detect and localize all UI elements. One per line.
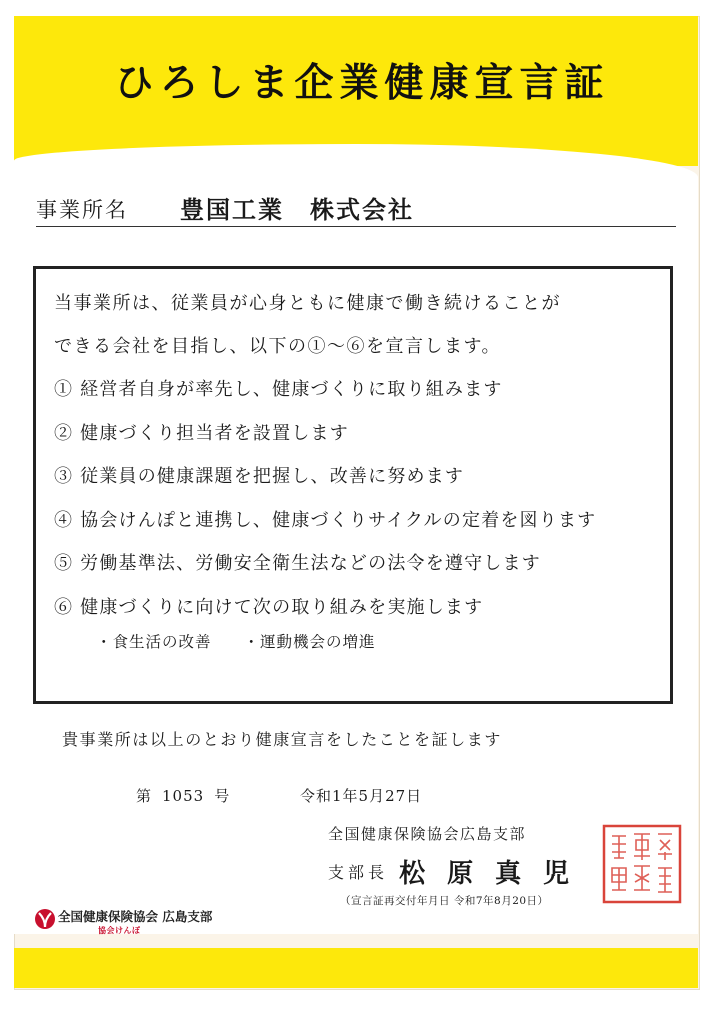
reissue-note: （宣言証再交付年月日 令和7年8月20日）: [340, 895, 549, 907]
declaration-item: ④ 協会けんぽと連携し、健康づくりサイクルの定着を図ります: [54, 509, 597, 531]
sub-item: ・運動機会の増進: [243, 633, 376, 651]
sub-items: [96, 630, 401, 652]
issuer-organization: 全国健康保険協会広島支部: [328, 825, 527, 843]
issuer-title: 支部長: [328, 863, 389, 882]
company-label: 事業所名: [36, 198, 128, 222]
logo-subtext: 協会けんぽ: [98, 926, 141, 935]
declaration-items: [54, 372, 664, 633]
declaration-item: ⑤ 労働基準法、労働安全衛生法などの法令を遵守します: [54, 553, 541, 574]
cert-no-suffix: 号: [214, 787, 231, 805]
declaration-intro: [54, 282, 654, 368]
logo-text: 全国健康保険協会 広島支部: [58, 909, 213, 924]
declaration-item: ③ 従業員の健康課題を把握し、改善に努めます: [54, 466, 465, 487]
sub-item: ・食生活の改善: [96, 633, 212, 651]
bottom-yellow-band: [14, 948, 698, 988]
cert-no-value: 1053: [162, 787, 205, 805]
intro-line: 当事業所は、従業員が心身ともに健康で働き続けることが: [54, 293, 561, 314]
company-row: [36, 190, 676, 227]
declaration-item: ① 経営者自身が率先し、健康づくりに取り組みます: [54, 379, 503, 400]
certificate-title: ひろしま企業健康宣言証: [114, 60, 610, 106]
certificate-number: [136, 785, 230, 806]
declaration-item: ② 健康づくり担当者を設置します: [54, 422, 349, 444]
official-seal-icon: [602, 824, 682, 904]
declaration-item: ⑥ 健康づくりに向けて次の取り組みを実施します: [54, 596, 484, 618]
certification-statement: 貴事業所は以上のとおり健康宣言をしたことを証します: [62, 730, 503, 749]
cert-no-prefix: 第: [136, 787, 153, 805]
issuer-signature-row: [328, 853, 591, 890]
issuer-name: 松原真児: [399, 859, 592, 889]
intro-line: できる会社を目指し、以下の①～⑥を宣言します。: [54, 336, 502, 357]
company-name: 豊国工業 株式会社: [180, 195, 414, 224]
issue-date: 令和1年5月27日: [300, 787, 423, 805]
